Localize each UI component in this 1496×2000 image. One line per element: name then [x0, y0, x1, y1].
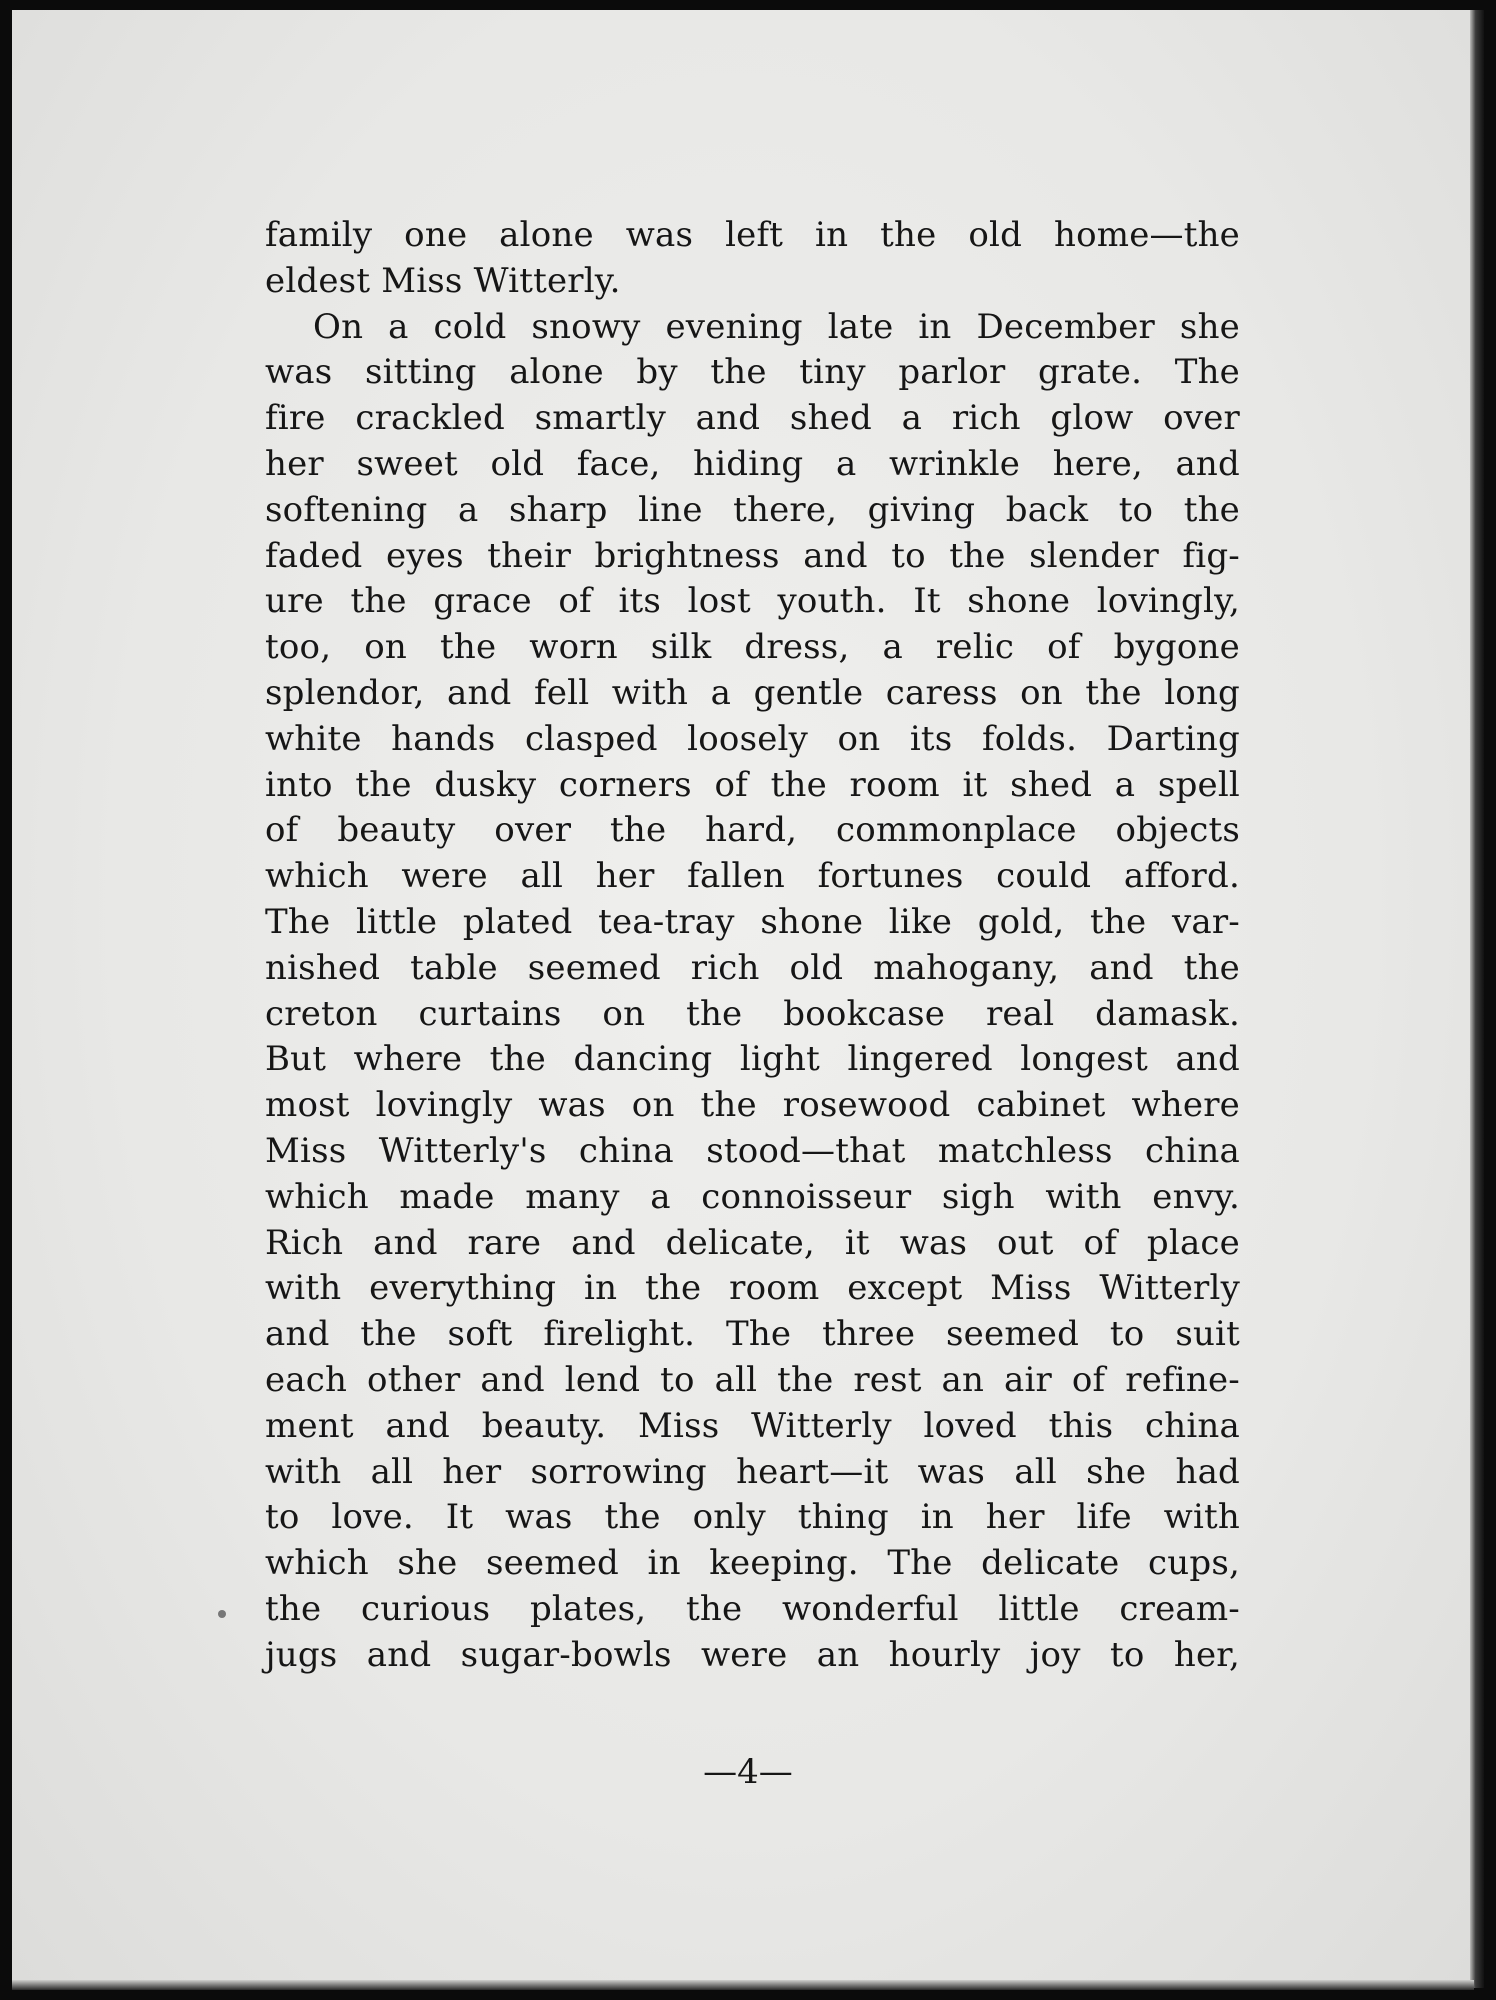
text-line: nished table seemed rich old mahogany, and the: [265, 947, 1240, 988]
text-line: into the dusky corners of the room it shed a spell: [265, 764, 1240, 805]
text-line: But where the dancing light lingered longest and: [265, 1039, 1240, 1080]
page-edge-bottom: [12, 1980, 1474, 1990]
text-line: The little plated tea-tray shone like gold, the var-: [265, 901, 1240, 942]
text-line: which she seemed in keeping. The delicate cups,: [265, 1543, 1240, 1584]
text-line: too, on the worn silk dress, a relic of bygone: [265, 627, 1240, 668]
text-line: to love. It was the only thing in her life with: [265, 1497, 1240, 1538]
text-line: with everything in the room except Miss Witterly: [265, 1268, 1240, 1309]
text-line: the curious plates, the wonderful little cream-: [265, 1588, 1240, 1629]
text-line: eldest Miss Witterly.: [265, 260, 621, 301]
page-edge-right: [1470, 10, 1484, 1988]
text-line: faded eyes their brightness and to the slender fig-: [265, 535, 1240, 576]
text-line: and the soft firelight. The three seemed to suit: [265, 1314, 1240, 1355]
text-line: each other and lend to all the rest an air of refine-: [265, 1359, 1240, 1400]
text-line: ment and beauty. Miss Witterly loved this china: [265, 1405, 1240, 1446]
text-line: white hands clasped loosely on its folds. Darting: [265, 718, 1240, 759]
text-line: fire crackled smartly and shed a rich glow over: [265, 398, 1240, 439]
text-line: softening a sharp line there, giving back to the: [265, 489, 1240, 530]
page-number: —4—: [703, 1752, 793, 1792]
text-line: her sweet old face, hiding a wrinkle here, and: [265, 443, 1240, 484]
text-line: of beauty over the hard, commonplace objects: [265, 810, 1240, 851]
body-text: [265, 213, 1240, 1679]
text-line: which were all her fallen fortunes could afford.: [265, 856, 1240, 897]
text-line: Rich and rare and delicate, it was out of place: [265, 1222, 1240, 1263]
text-line: creton curtains on the bookcase real damask.: [265, 993, 1240, 1034]
text-line: family one alone was left in the old home—the: [265, 215, 1240, 255]
text-line: Miss Witterly's china stood—that matchless china: [265, 1130, 1240, 1171]
text-line: ure the grace of its lost youth. It shone lovingly,: [265, 581, 1240, 622]
text-line: was sitting alone by the tiny parlor grate. The: [265, 352, 1240, 393]
text-line: most lovingly was on the rosewood cabinet where: [265, 1085, 1240, 1126]
text-line: with all her sorrowing heart—it was all she had: [265, 1451, 1240, 1492]
text-line: On a cold snowy evening late in December she: [313, 306, 1240, 347]
ink-speck: [218, 1610, 226, 1618]
text-line: jugs and sugar-bowls were an hourly joy to her,: [265, 1634, 1240, 1675]
text-line: which made many a connoisseur sigh with envy.: [265, 1176, 1240, 1217]
text-line: splendor, and fell with a gentle caress on the long: [265, 672, 1240, 713]
